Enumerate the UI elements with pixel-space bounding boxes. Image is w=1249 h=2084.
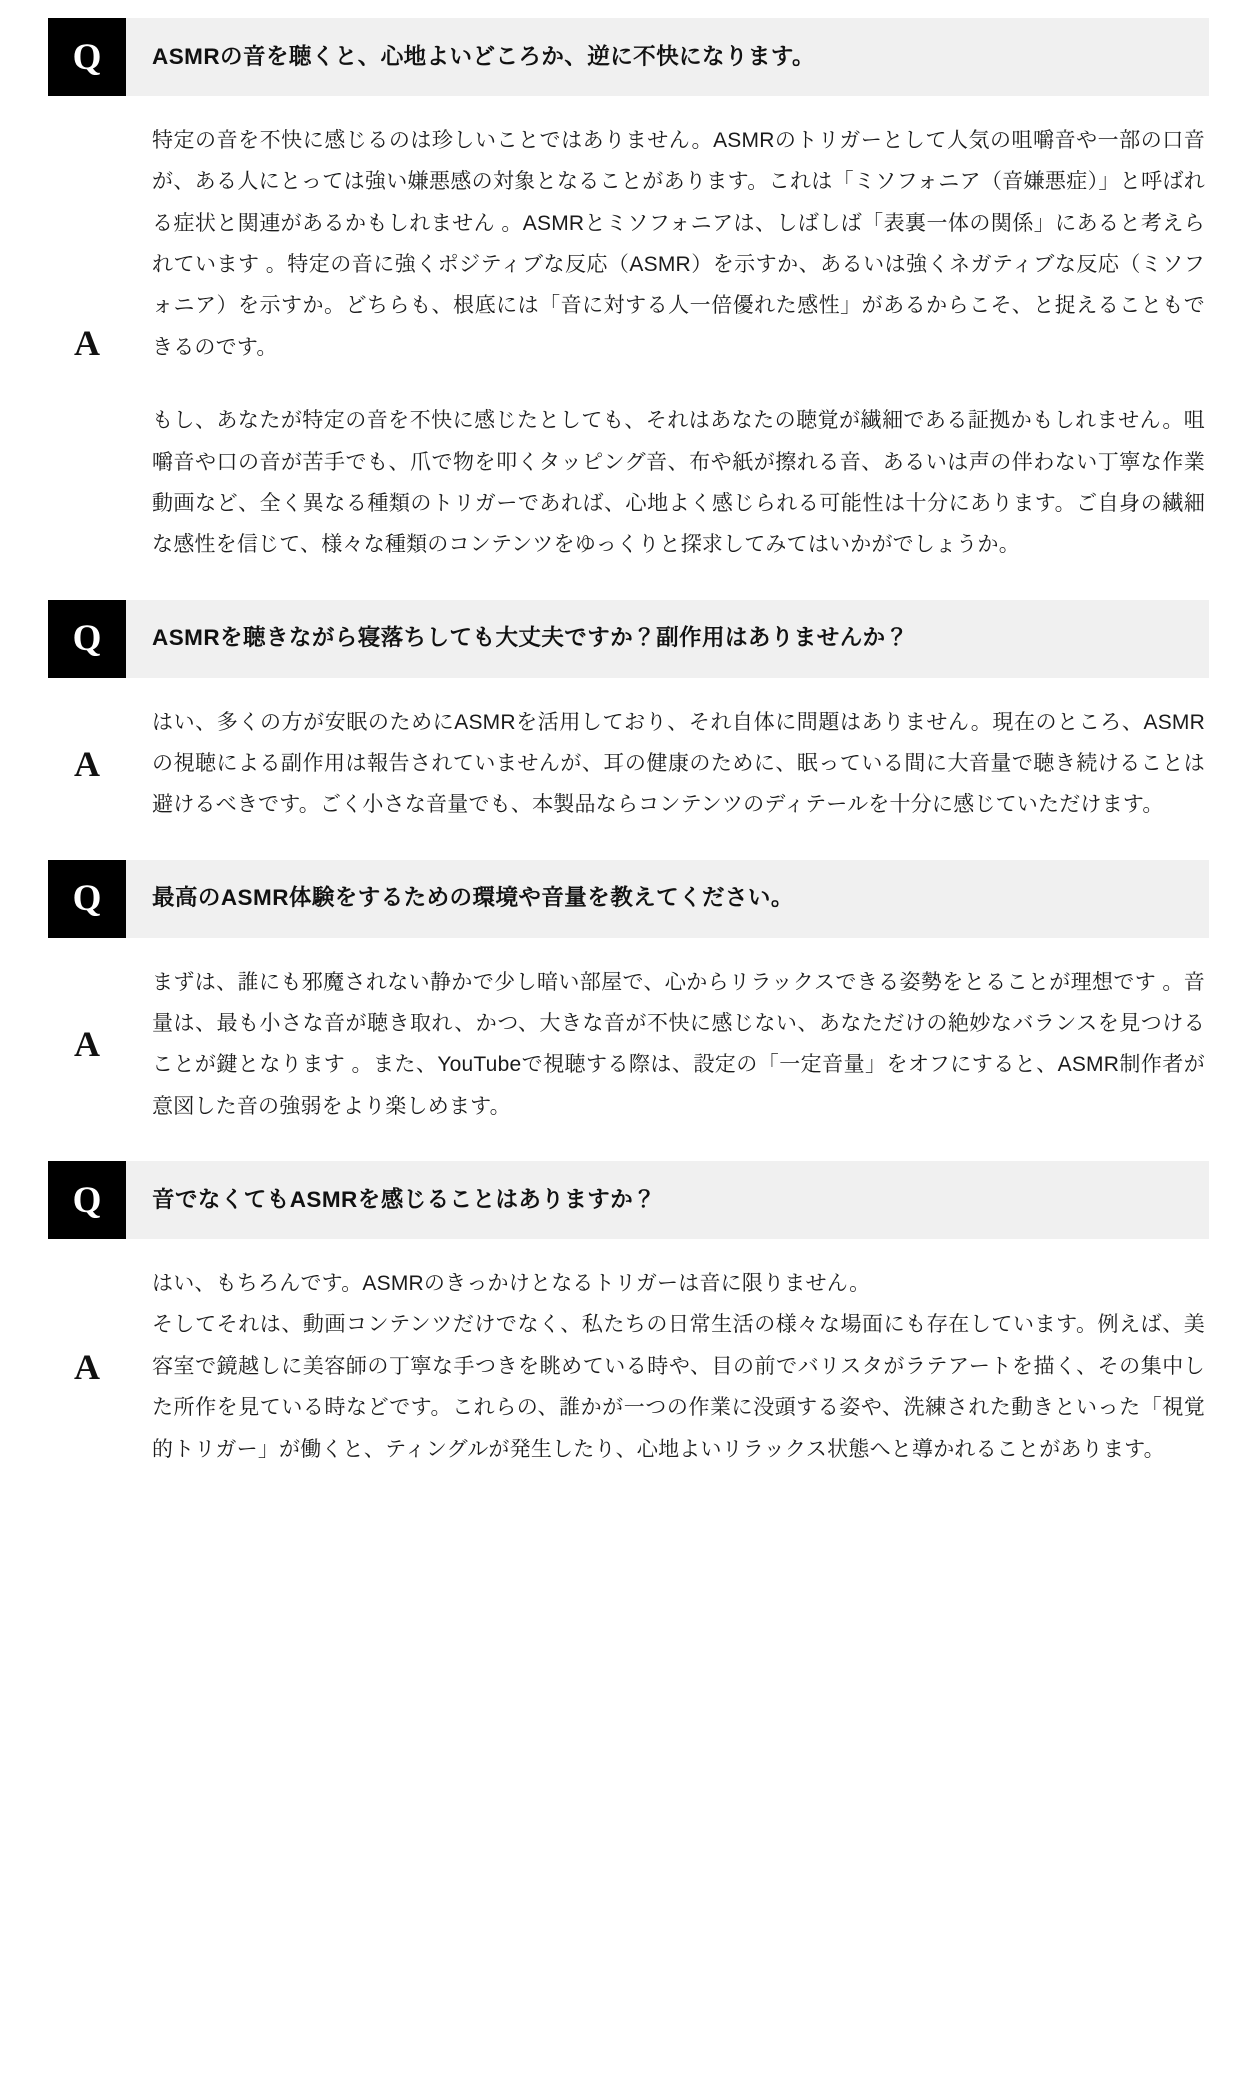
faq-question-row	[48, 600, 1209, 678]
faq-answer-text	[126, 702, 1209, 826]
answer-paragraph: はい、もちろんです。ASMRのきっかけとなるトリガーは音に限りません。	[152, 1272, 871, 1296]
question-badge: Q	[48, 1161, 126, 1239]
faq-question-row	[48, 860, 1209, 938]
faq-answer-row	[48, 938, 1209, 1153]
faq-question-text: ASMRの音を聴くと、心地よいどころか、逆に不快になります。	[126, 18, 1209, 96]
faq-answer-row	[48, 678, 1209, 852]
answer-badge: A	[74, 743, 100, 784]
answer-badge: A	[74, 322, 100, 363]
faq-answer-text	[126, 120, 1209, 566]
faq-answer-text	[126, 1263, 1209, 1470]
faq-item	[48, 860, 1209, 1153]
answer-paragraph: そしてそれは、動画コンテンツだけでなく、私たちの日常生活の様々な場面にも存在しています。例えば、美容室で鏡越しに美容師の丁寧な手つきを眺めている時や、目の前でバリスタがラテアートを描く、その集中した所作を見ている時などです。これらの、誰かが一つの作業に没頭する姿や、洗練された動きといった「視覚的トリガー」が働くと、ティングルが発生したり、心地よいリラックス状態へと導かれることがあります。	[152, 1313, 1205, 1461]
faq-answer-row	[48, 1239, 1209, 1496]
faq-answer-text	[126, 962, 1209, 1127]
answer-badge: A	[74, 1346, 100, 1387]
question-badge: Q	[48, 860, 126, 938]
faq-question-text: 最高のASMR体験をするための環境や音量を教えてください。	[126, 860, 1209, 938]
faq-item	[48, 18, 1209, 592]
faq-item	[48, 1161, 1209, 1496]
faq-item	[48, 600, 1209, 852]
faq-question-text: ASMRを聴きながら寝落ちしても大丈夫ですか？副作用はありませんか？	[126, 600, 1209, 678]
answer-paragraph: もし、あなたが特定の音を不快に感じたとしても、それはあなたの聴覚が繊細である証拠かもしれません。咀嚼音や口の音が苦手でも、爪で物を叩くタッピング音、布や紙が擦れる音、あるいは声の伴わない丁寧な作業動画など、全く異なる種類のトリガーであれば、心地よく感じられる可能性は十分にあります。ご自身の繊細な感性を信じて、様々な種類のコンテンツをゆっくりと探求してみてはいかがでしょうか。	[152, 409, 1205, 557]
faq-answer-row	[48, 96, 1209, 592]
answer-paragraph: 特定の音を不快に感じるのは珍しいことではありません。ASMRのトリガーとして人気の咀嚼音や一部の口音が、ある人にとっては強い嫌悪感の対象となることがあります。これは「ミソフォニア（音嫌悪症）」と呼ばれる症状と関連があるかもしれません 。ASMRとミソフォニアは、しばしば「表裏一体の関係」にあると考えられています 。特定の音に強くポジティブな反応（ASMR）を示すか、あるいは強くネガティブな反応（ミソフォニア）を示すか。どちらも、根底には「音に対する人一倍優れた感性」があるからこそ、と捉えることもできるのです。	[152, 129, 1205, 359]
faq-question-text: 音でなくてもASMRを感じることはありますか？	[126, 1161, 1209, 1239]
answer-paragraph: はい、多くの方が安眠のためにASMRを活用しており、それ自体に問題はありません。現在のところ、ASMRの視聴による副作用は報告されていませんが、耳の健康のために、眠っている間に大音量で聴き続けることは避けるべきです。ごく小さな音量でも、本製品ならコンテンツのディテールを十分に感じていただけます。	[152, 710, 1205, 817]
question-badge: Q	[48, 600, 126, 678]
faq-question-row	[48, 18, 1209, 96]
answer-paragraph: まずは、誰にも邪魔されない静かで少し暗い部屋で、心からリラックスできる姿勢をとることが理想です 。音量は、最も小さな音が聴き取れ、かつ、大きな音が不快に感じない、あなただけの絶妙なバランスを見つけることが鍵となります 。また、YouTubeで視聴する際は、設定の「一定音量」をオフにすると、ASMR制作者が意図した音の強弱をより楽しめます。	[152, 970, 1205, 1118]
question-badge: Q	[48, 18, 126, 96]
faq-question-row	[48, 1161, 1209, 1239]
answer-badge: A	[74, 1024, 100, 1065]
